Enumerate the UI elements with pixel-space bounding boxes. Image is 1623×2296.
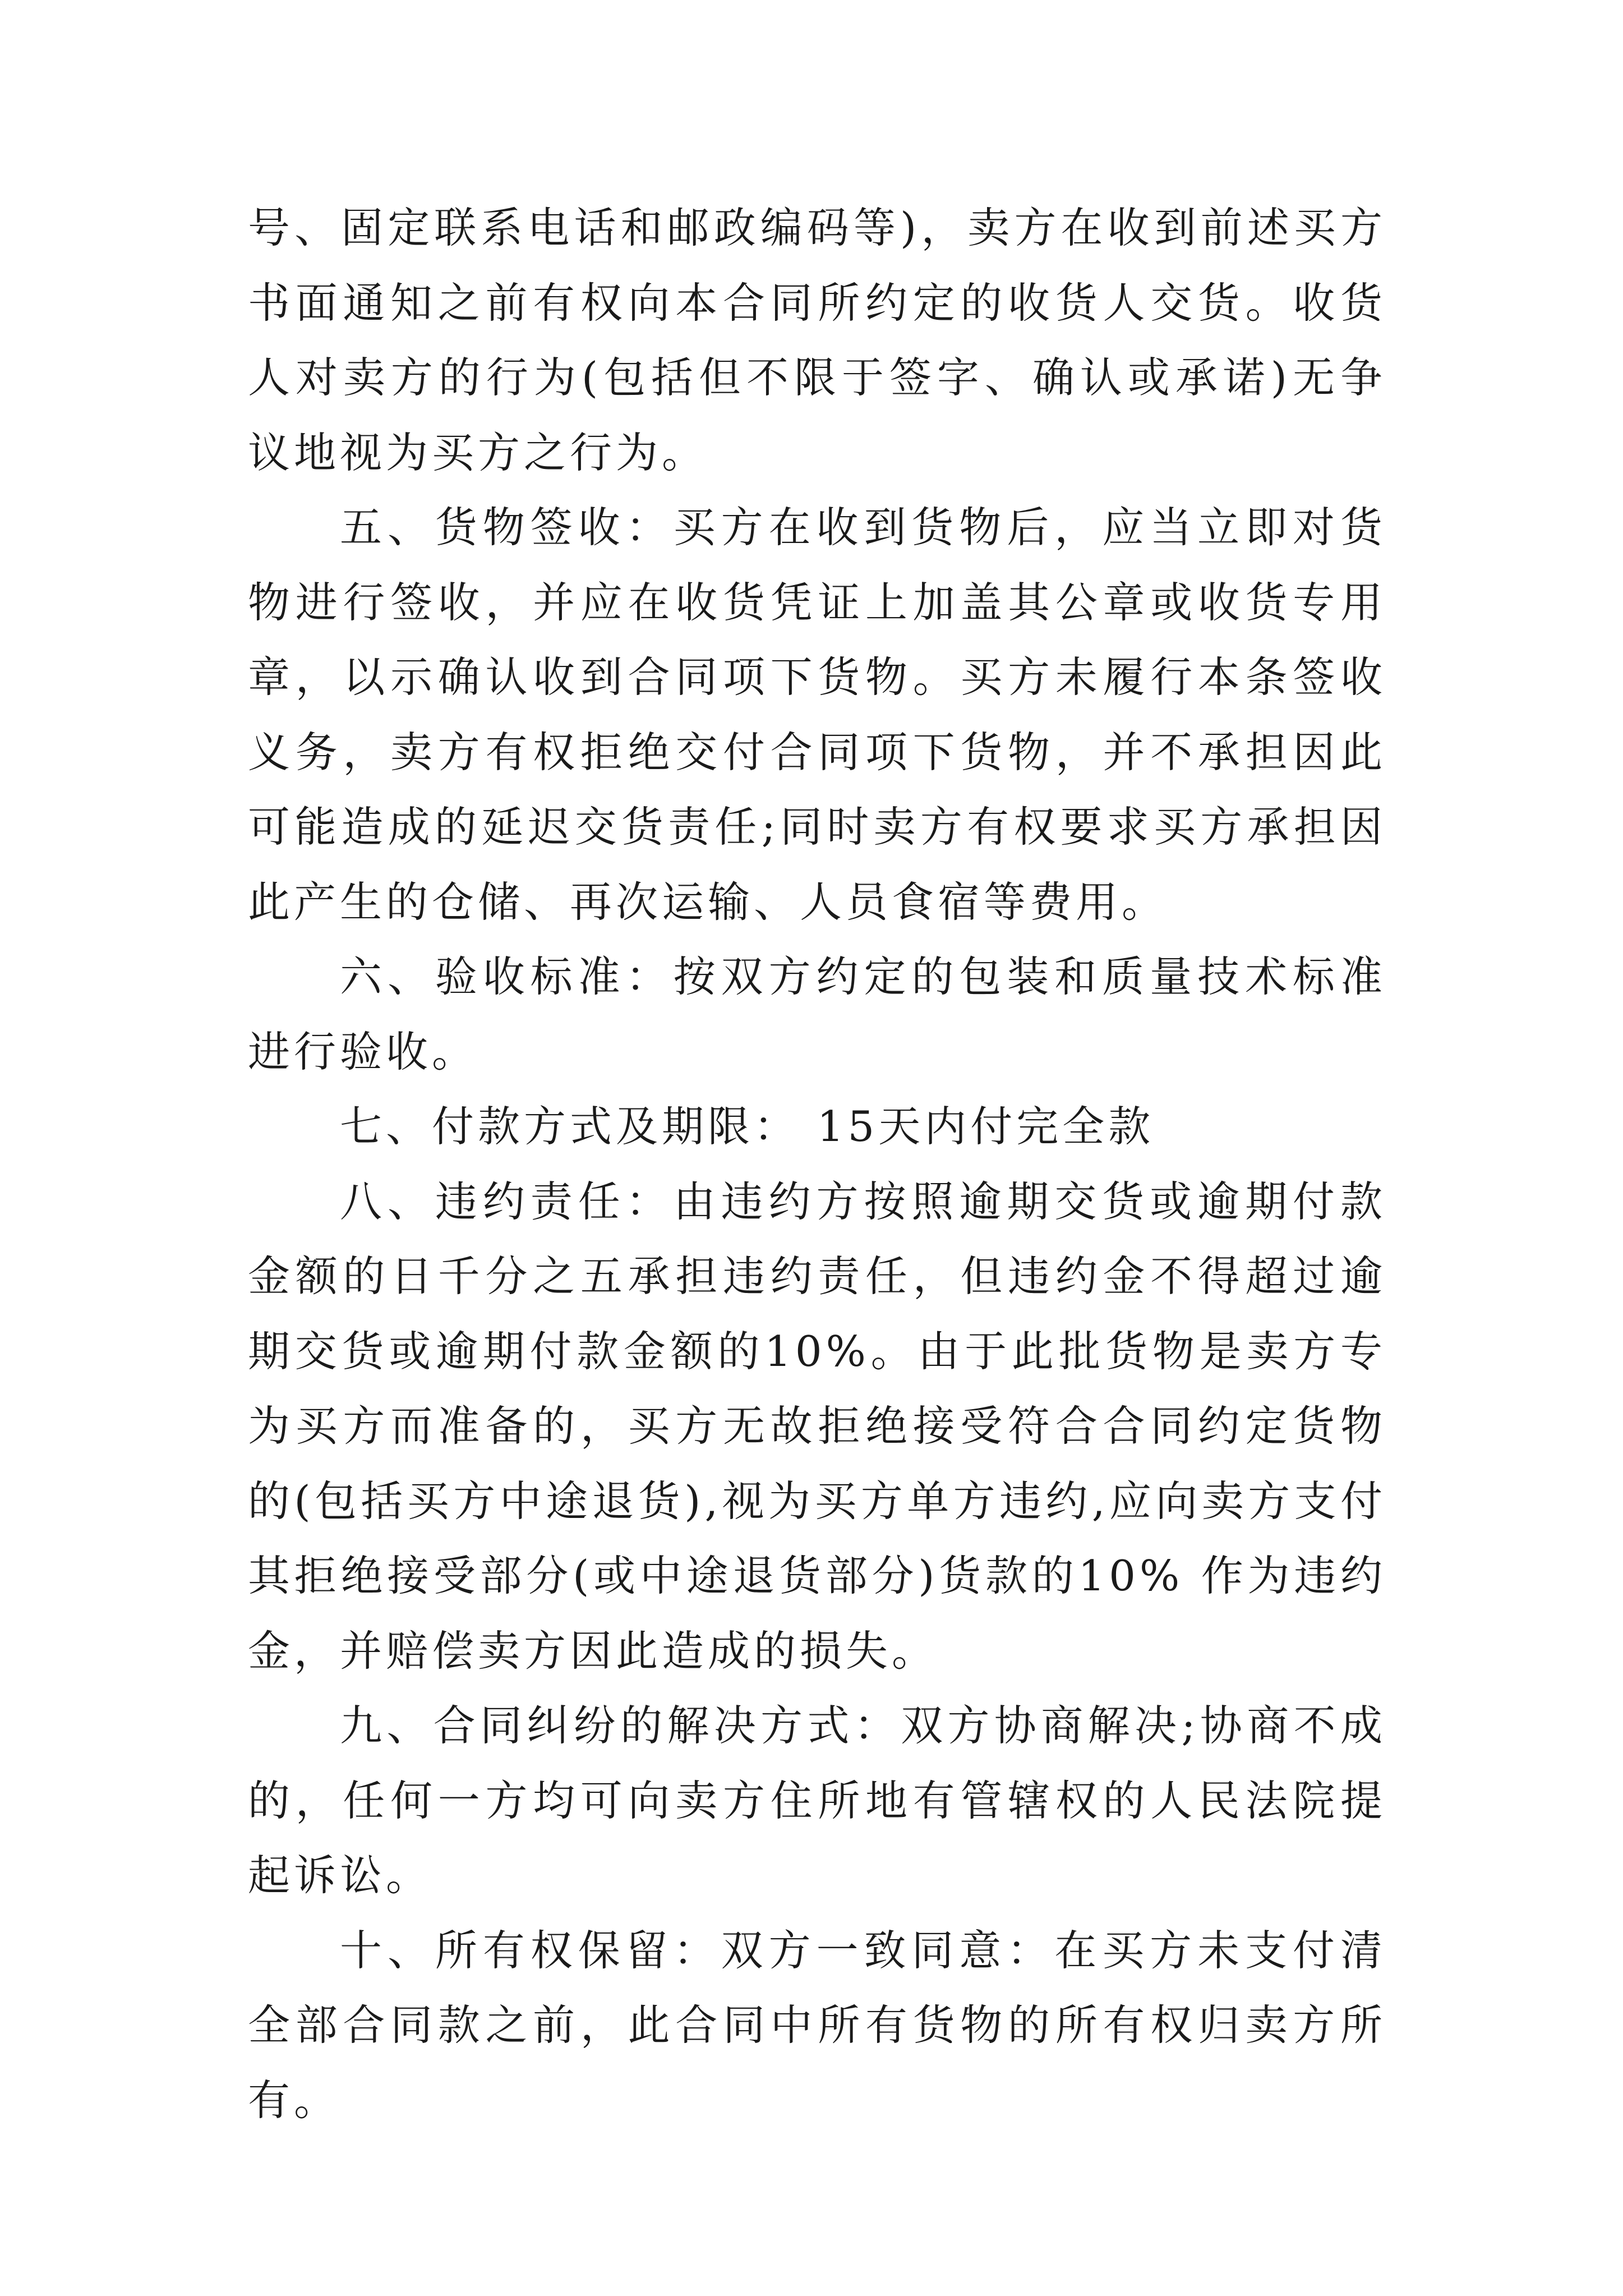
clause-4-continuation-paragraph: 号、固定联系电话和邮政编码等)，卖方在收到前述买方书面通知之前有权向本合同所约定的收货人交货。收货人对卖方的行为(包括但不限于签字、确认或承诺)无争议地视为买方之行为。 — [248, 203, 1386, 477]
clause-5-goods-receipt-paragraph: 五、货物签收：买方在收到货物后，应当立即对货物进行签收，并应在收货凭证上加盖其公章或收货专用章，以示确认收到合同项下货物。买方未履行本条签收义务，卖方有权拒绝交付合同项下货物，并不承担因此可能造成的延迟交货责任;同时卖方有权要求买方承担因此产生的仓储、再次运输、人员食宿等费用。 — [248, 503, 1386, 927]
clause-10-ownership-retention-paragraph: 十、所有权保留：双方一致同意：在买方未支付清全部合同款之前，此合同中所有货物的所有权归卖方所有。 — [248, 1925, 1386, 2125]
clause-7-payment-terms-paragraph: 七、付款方式及期限： 15天内付完全款 — [340, 1102, 1155, 1151]
document-body — [248, 191, 1386, 2138]
clause-9-dispute-resolution-paragraph: 九、合同纠纷的解决方式：双方协商解决;协商不成的，任何一方均可向卖方住所地有管辖权的人民法院提起诉讼。 — [248, 1701, 1386, 1900]
clause-6-acceptance-standard-paragraph: 六、验收标准：按双方约定的包装和质量技术标准进行验收。 — [248, 952, 1386, 1076]
clause-8-breach-liability-paragraph: 八、违约责任：由违约方按照逾期交货或逾期付款金额的日千分之五承担违约责任，但违约金不得超过逾期交货或逾期付款金额的10%。由于此批货物是卖方专为买方而准备的，买方无故拒绝接受符合合同约定货物的(包括买方中途退货),视为买方单方违约,应向卖方支付其拒绝接受部分(或中途退货部分)货款的10% 作为违约金，并赔偿卖方因此造成的损失。 — [248, 1176, 1386, 1676]
